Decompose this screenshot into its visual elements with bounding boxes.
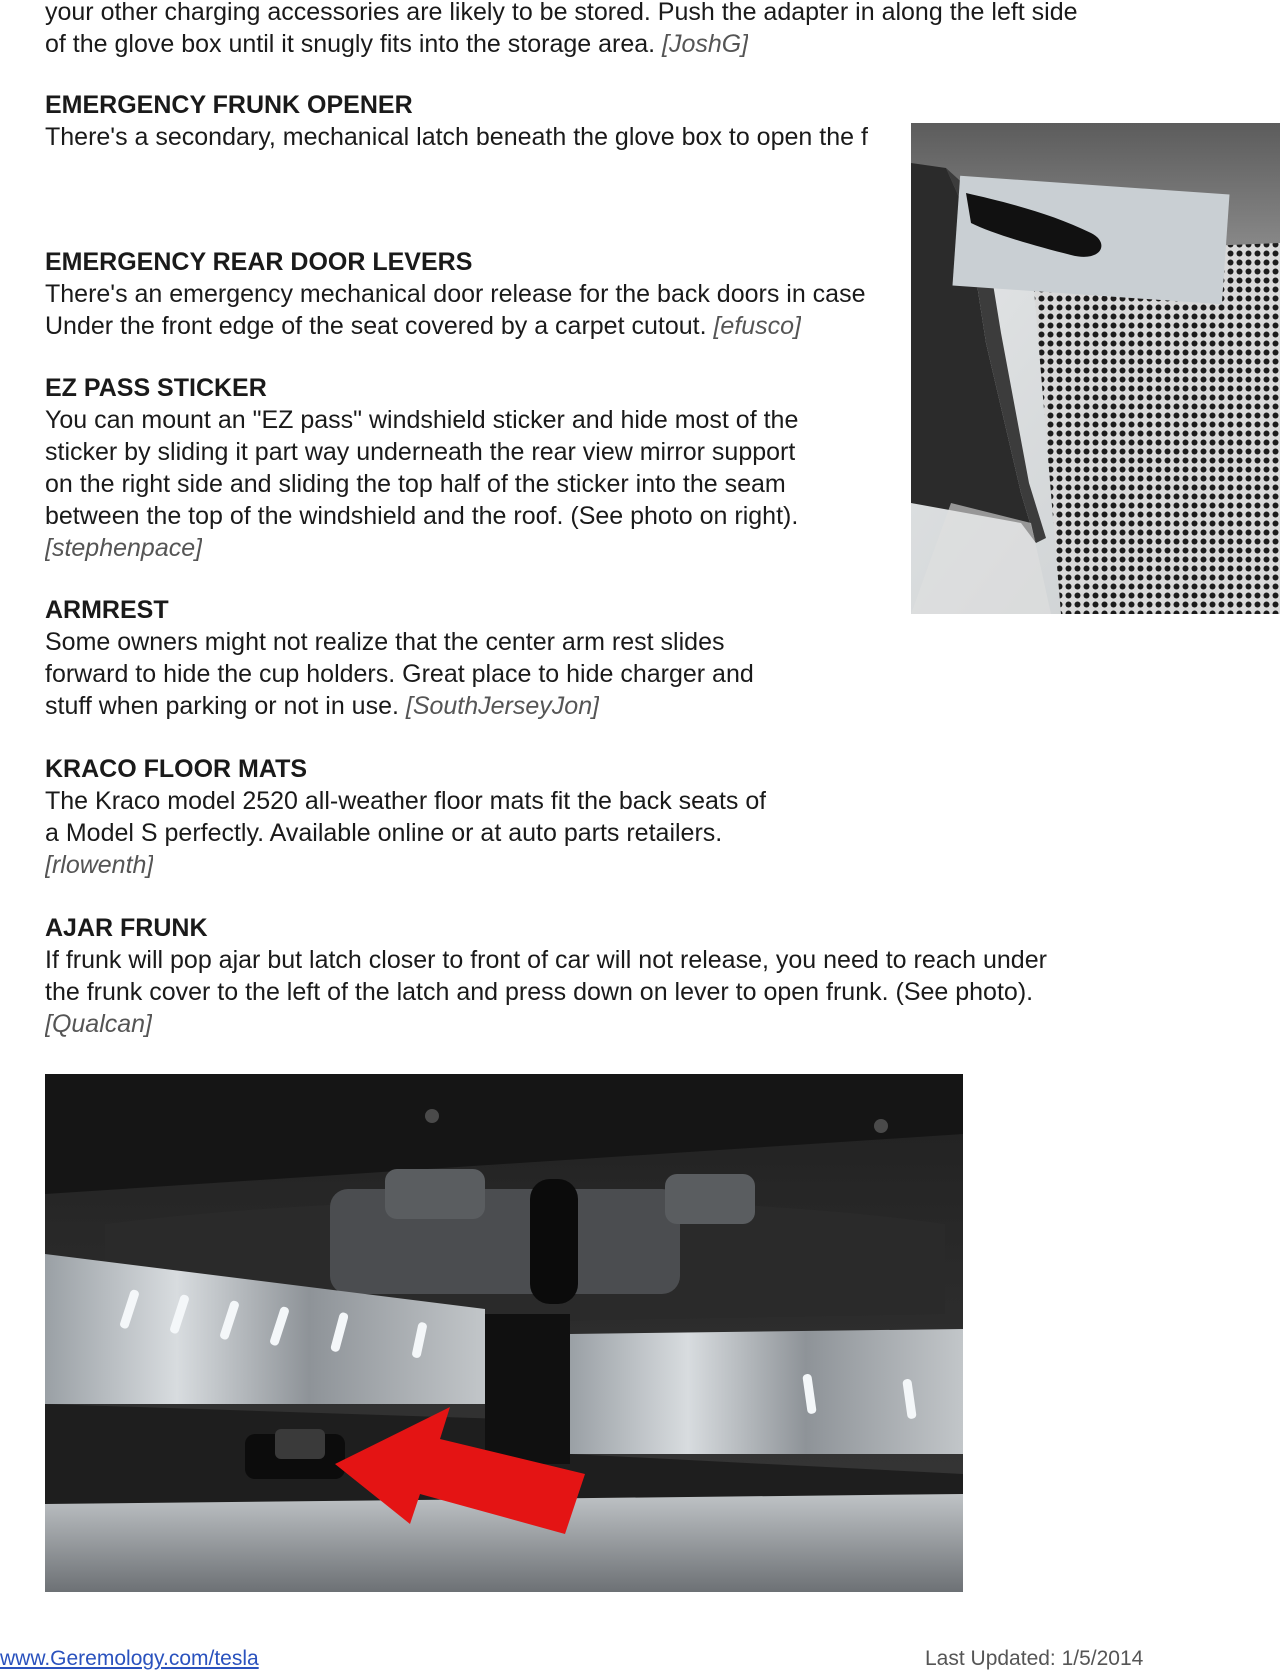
armrest-author: [SouthJerseyJon]	[405, 692, 600, 720]
intro-line-2-text: of the glove box until it snugly fits into the storage area.	[45, 30, 656, 58]
ez-pass-line-3: on the right side and sliding the top half of the sticker into the seam	[45, 470, 786, 498]
ajar-frunk-line-2: the frunk cover to the left of the latch and press down on lever to open frunk. (See photo).	[45, 978, 1034, 1006]
rear-door-author: [efusco]	[713, 312, 802, 340]
footer-website-link[interactable]: www.Geremology.com/tesla	[0, 1647, 259, 1670]
rear-door-line-1: There's an emergency mechanical door release for the back doors in case	[45, 280, 866, 308]
kraco-author: [rlowenth]	[45, 851, 154, 879]
armrest-line-1: Some owners might not realize that the center arm rest slides	[45, 628, 725, 656]
rear-door-line-2	[45, 310, 801, 342]
ajar-frunk-heading: AJAR FRUNK	[45, 914, 208, 942]
kraco-line-1: The Kraco model 2520 all-weather floor mats fit the back seats of	[45, 787, 767, 815]
armrest-line-3	[45, 690, 599, 722]
ez-pass-line-1: You can mount an "EZ pass" windshield sticker and hide most of the	[45, 406, 799, 434]
intro-line-2	[45, 28, 748, 60]
ez-pass-line-2: sticker by sliding it part way underneath the rear view mirror support	[45, 438, 796, 466]
frunk-opener-heading: EMERGENCY FRUNK OPENER	[45, 91, 413, 119]
kraco-line-2: a Model S perfectly. Available online or at auto parts retailers.	[45, 819, 723, 847]
rear-door-heading: EMERGENCY REAR DOOR LEVERS	[45, 248, 473, 276]
ajar-frunk-line-1: If frunk will pop ajar but latch closer to front of car will not release, you need to reach under	[45, 946, 1047, 974]
armrest-line-2: forward to hide the cup holders. Great place to hide charger and	[45, 660, 754, 688]
ez-pass-mirror-photo	[911, 123, 1280, 614]
ez-pass-author: [stephenpace]	[45, 534, 203, 562]
rear-door-line-2-text: Under the front edge of the seat covered by a carpet cutout.	[45, 312, 707, 340]
intro-author: [JoshG]	[662, 30, 749, 58]
intro-line-1: your other charging accessories are likely to be stored. Push the adapter in along the left side	[45, 0, 1078, 26]
frunk-opener-line-1: There's a secondary, mechanical latch beneath the glove box to open the f	[45, 123, 868, 151]
kraco-heading: KRACO FLOOR MATS	[45, 755, 308, 783]
ajar-frunk-author: [Qualcan]	[45, 1010, 153, 1038]
ez-pass-line-4: between the top of the windshield and the roof. (See photo on right).	[45, 502, 799, 530]
frunk-latch-photo	[45, 1074, 963, 1592]
armrest-heading: ARMREST	[45, 596, 169, 624]
armrest-line-3-text: stuff when parking or not in use.	[45, 692, 399, 720]
ez-pass-heading: EZ PASS STICKER	[45, 374, 267, 402]
footer-last-updated: Last Updated: 1/5/2014	[925, 1647, 1144, 1670]
